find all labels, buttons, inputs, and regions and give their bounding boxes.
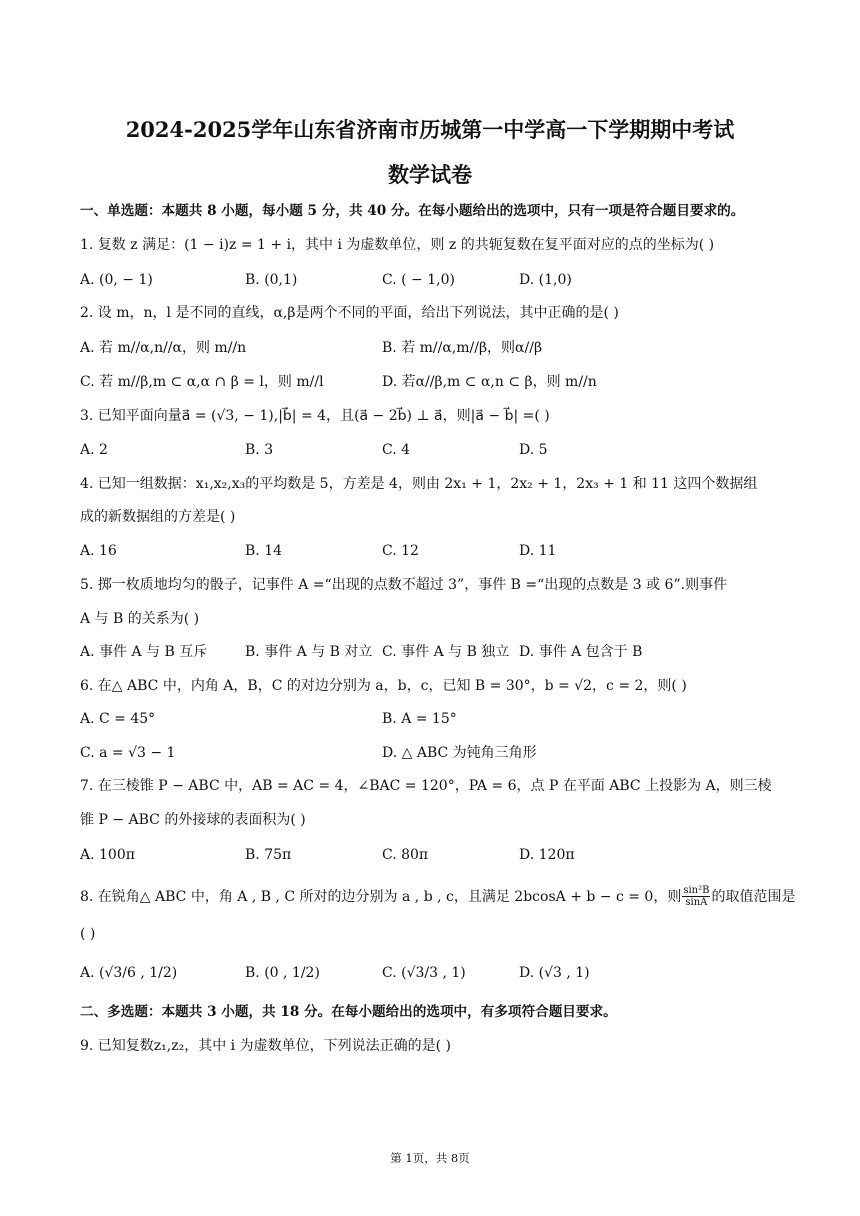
question-5-stem-line2: A 与 B 的关系为( ) xyxy=(80,611,200,627)
q6-option-b: B. A = 15° xyxy=(382,711,457,727)
question-4-stem-line2: 成的新数据组的方差是( ) xyxy=(80,509,236,525)
q7-option-c: C. 80π xyxy=(382,847,429,863)
exam-subtitle: 数学试卷 xyxy=(388,162,472,187)
question-1-stem: 1. 复数 z 满足：(1 − i)z = 1 + i，其中 i 为虚数单位，则 z 的共轭复数在复平面对应的点的坐标为( ) xyxy=(80,237,715,253)
q5-option-c: C. 事件 A 与 B 独立 xyxy=(382,644,510,660)
q1-option-d: D. (1,0) xyxy=(519,272,572,288)
section-heading-multiple-choice: 二、多选题：本题共 3 小题，共 18 分。在每小题给出的选项中，有多项符合题目要求。 xyxy=(80,1004,617,1020)
question-2-stem: 2. 设 m，n，l 是不同的直线，α,β是两个不同的平面，给出下列说法，其中正确的是( ) xyxy=(80,305,619,321)
section-heading-single-choice: 一、单选题：本题共 8 小题，每小题 5 分，共 40 分。在每小题给出的选项中，只有一项是符合题目要求的。 xyxy=(80,203,745,219)
question-5-stem-line1: 5. 掷一枚质地均匀的骰子，记事件 A =“出现的点数不超过 3”，事件 B =“出现的点数是 3 或 6”.则事件 xyxy=(80,577,728,593)
question-3-stem: 3. 已知平面向量a⃗ = (√3, − 1),|b⃗| = 4，且(a⃗ − 2b⃗) ⊥ a⃗，则|a⃗ − b⃗| =( ) xyxy=(80,408,550,424)
q1-option-c: C. ( − 1,0) xyxy=(382,272,455,288)
q3-option-c: C. 4 xyxy=(382,442,411,458)
q4-option-c: C. 12 xyxy=(382,543,419,559)
q8-fraction-numerator: sin²B xyxy=(683,885,710,896)
question-7-stem-line2: 锥 P − ABC 的外接球的表面积为( ) xyxy=(80,812,306,828)
question-6-stem: 6. 在△ ABC 中，内角 A，B，C 的对边分别为 a，b，c，已知 B = 30°，b = √2，c = 2，则( ) xyxy=(80,678,687,694)
question-7-stem-line1: 7. 在三棱锥 P − ABC 中，AB = AC = 4，∠BAC = 120°，PA = 6，点 P 在平面 ABC 上投影为 A，则三棱 xyxy=(80,778,772,794)
q8-stem-post: 的取值范围是 xyxy=(711,888,796,905)
q1-option-a: A. (0, − 1) xyxy=(80,272,153,288)
q2-option-c: C. 若 m//β,m ⊂ α,α ∩ β = l，则 m//l xyxy=(80,374,324,390)
q3-option-a: A. 2 xyxy=(80,442,108,458)
q8-option-a: A. (√3/6 , 1/2) xyxy=(80,965,178,981)
q7-option-d: D. 120π xyxy=(519,847,575,863)
q2-option-b: B. 若 m//α,m//β，则α//β xyxy=(382,340,543,356)
q5-option-d: D. 事件 A 包含于 B xyxy=(519,644,643,660)
q2-option-d: D. 若α//β,m ⊂ α,n ⊂ β，则 m//n xyxy=(382,374,597,390)
q5-option-b: B. 事件 A 与 B 对立 xyxy=(245,644,373,660)
q8-fraction-denominator: sinA xyxy=(685,897,708,908)
page-footer: 第 1页，共 8页 xyxy=(390,1151,470,1165)
q3-option-b: B. 3 xyxy=(245,442,274,458)
question-4-stem-line1: 4. 已知一组数据：x₁,x₂,x₃的平均数是 5，方差是 4，则由 2x₁ + 1，2x₂ + 1，2x₃ + 1 和 11 这四个数据组 xyxy=(80,476,758,492)
q6-option-d: D. △ ABC 为钝角三角形 xyxy=(382,745,537,761)
exam-title: 2024-2025学年山东省济南市历城第一中学高一下学期期中考试 xyxy=(125,117,735,142)
q8-stem-pre: 8. 在锐角△ ABC 中，角 A , B , C 所对的边分别为 a , b , c，且满足 2bcosA + b − c = 0，则 xyxy=(80,888,682,905)
question-8-stem-line1 xyxy=(80,885,795,908)
q7-option-a: A. 100π xyxy=(80,847,135,863)
q3-option-d: D. 5 xyxy=(519,442,548,458)
question-9-stem: 9. 已知复数z₁,z₂，其中 i 为虚数单位，下列说法正确的是( ) xyxy=(80,1038,451,1054)
q4-option-d: D. 11 xyxy=(519,543,557,559)
q7-option-b: B. 75π xyxy=(245,847,292,863)
q8-option-d: D. (√3 , 1) xyxy=(519,965,590,981)
q6-option-a: A. C = 45° xyxy=(80,711,156,727)
q6-option-c: C. a = √3 − 1 xyxy=(80,745,176,761)
q8-option-c: C. (√3/3 , 1) xyxy=(382,965,466,981)
q4-option-a: A. 16 xyxy=(80,543,117,559)
question-8-stem-line2: ( ) xyxy=(80,926,96,942)
q8-option-b: B. (0 , 1/2) xyxy=(245,965,320,981)
q8-fraction xyxy=(682,885,710,908)
q4-option-b: B. 14 xyxy=(245,543,283,559)
q2-option-a: A. 若 m//α,n//α，则 m//n xyxy=(80,340,247,356)
q1-option-b: B. (0,1) xyxy=(245,272,298,288)
q5-option-a: A. 事件 A 与 B 互斥 xyxy=(80,644,208,660)
